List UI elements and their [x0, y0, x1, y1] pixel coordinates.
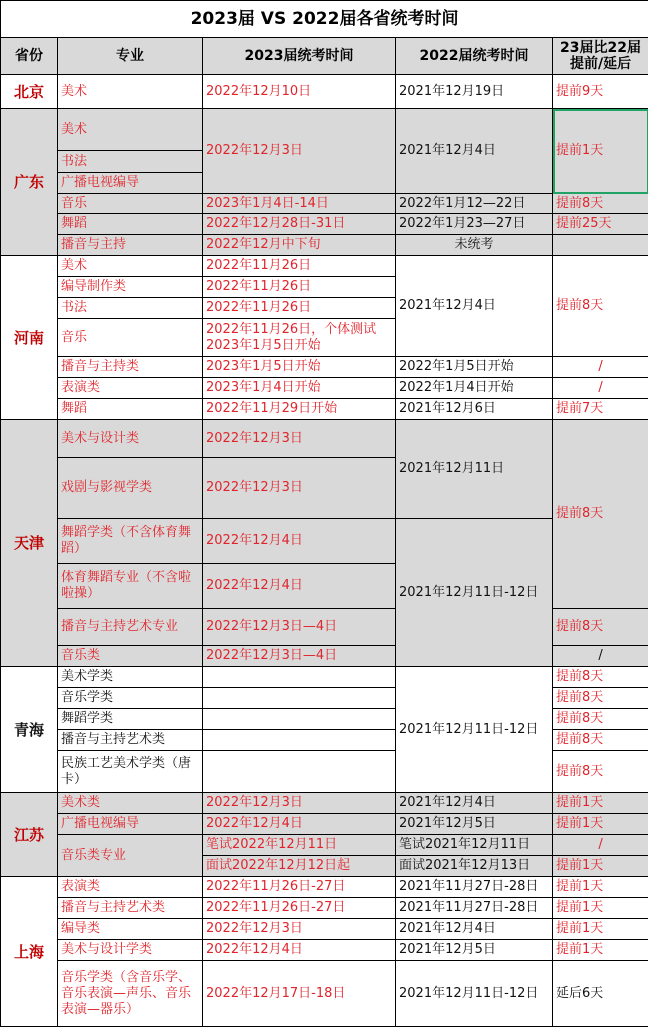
- cell-diff[interactable]: 提前1天: [553, 898, 648, 919]
- cell-diff[interactable]: 提前8天: [553, 751, 648, 793]
- cell-major[interactable]: 音乐学类（含音乐学、音乐表演—声乐、音乐表演—器乐）: [58, 961, 203, 1027]
- header-2022[interactable]: 2022届统考时间: [396, 38, 553, 75]
- cell-2022[interactable]: 2021年11月27日-28日: [396, 898, 553, 919]
- header-diff[interactable]: 23届比22届提前/延后: [553, 38, 648, 75]
- province-shanghai[interactable]: 上海: [1, 877, 58, 1027]
- cell-2022[interactable]: 面试2021年12月13日: [396, 856, 553, 877]
- cell-major[interactable]: 音乐学类: [58, 688, 203, 709]
- cell-2023[interactable]: 2022年11月26日: [203, 277, 396, 298]
- table-title: 2023届 VS 2022届各省统考时间: [1, 1, 648, 38]
- cell-diff[interactable]: /: [553, 378, 648, 399]
- province-henan[interactable]: 河南: [1, 256, 58, 420]
- cell-major[interactable]: 音乐类: [58, 646, 203, 667]
- cell-2022[interactable]: 2022年1月5日开始: [396, 357, 553, 378]
- cell-2022[interactable]: 2022年1月12—22日: [396, 194, 553, 214]
- cell-2023[interactable]: 2022年12月3日: [203, 109, 396, 194]
- cell-diff-selected[interactable]: 提前1天: [553, 109, 648, 194]
- cell-major[interactable]: 音乐: [58, 319, 203, 357]
- cell-2023[interactable]: 2022年12月3日: [203, 919, 396, 940]
- header-2023[interactable]: 2023届统考时间: [203, 38, 396, 75]
- cell-major[interactable]: 民族工艺美术学类（唐卡）: [58, 751, 203, 793]
- cell-2023[interactable]: 2022年11月26日-27日: [203, 877, 396, 898]
- cell-2023-empty[interactable]: [203, 667, 396, 688]
- cell-major[interactable]: 播音与主持: [58, 235, 203, 256]
- cell-major[interactable]: 编导制作类: [58, 277, 203, 298]
- cell-2023[interactable]: 2023年1月5日开始: [203, 357, 396, 378]
- cell-2023-empty[interactable]: [203, 709, 396, 730]
- cell-2023[interactable]: 2022年12月10日: [203, 75, 396, 109]
- cell-2023[interactable]: 2022年12月4日: [203, 940, 396, 961]
- cell-diff[interactable]: 提前8天: [553, 730, 648, 751]
- cell-diff[interactable]: 提前9天: [553, 75, 648, 109]
- cell-2023[interactable]: 2022年12月3日: [203, 793, 396, 814]
- cell-major[interactable]: 书法: [58, 298, 203, 319]
- cell-major[interactable]: 播音与主持类: [58, 357, 203, 378]
- cell-2023[interactable]: 2022年11月26日: [203, 298, 396, 319]
- cell-2023[interactable]: 2022年12月4日: [203, 564, 396, 609]
- cell-major[interactable]: 音乐类专业: [58, 835, 203, 877]
- cell-2023[interactable]: 2022年12月3日: [203, 458, 396, 519]
- header-province[interactable]: 省份: [1, 38, 58, 75]
- cell-diff[interactable]: /: [553, 835, 648, 856]
- cell-2022[interactable]: 2021年12月11日-12日: [396, 961, 553, 1027]
- cell-major[interactable]: 播音与主持艺术类: [58, 730, 203, 751]
- cell-major[interactable]: 美术与设计类: [58, 420, 203, 458]
- cell-2022[interactable]: 2022年1月23—27日: [396, 214, 553, 235]
- cell-diff[interactable]: 提前1天: [553, 940, 648, 961]
- cell-2022[interactable]: 2021年12月4日: [396, 793, 553, 814]
- cell-diff[interactable]: 提前8天: [553, 688, 648, 709]
- cell-2023[interactable]: 2023年1月4日-14日: [203, 194, 396, 214]
- cell-major[interactable]: 舞蹈学类（不含体育舞蹈）: [58, 519, 203, 564]
- cell-2022[interactable]: 2021年12月11日-12日: [396, 667, 553, 793]
- cell-2023[interactable]: 2022年11月26日: [203, 256, 396, 277]
- cell-diff[interactable]: 提前1天: [553, 877, 648, 898]
- cell-major[interactable]: 美术与设计学类: [58, 940, 203, 961]
- cell-diff[interactable]: 提前8天: [553, 194, 648, 214]
- cell-major[interactable]: 书法: [58, 151, 203, 173]
- cell-diff[interactable]: 提前8天: [553, 709, 648, 730]
- cell-2022[interactable]: 2021年12月19日: [396, 75, 553, 109]
- header-major[interactable]: 专业: [58, 38, 203, 75]
- cell-2022[interactable]: 2021年12月5日: [396, 940, 553, 961]
- cell-2023[interactable]: 2022年11月26日，个体测试2023年1月5日开始: [203, 319, 396, 357]
- cell-major[interactable]: 舞蹈: [58, 399, 203, 420]
- cell-2023[interactable]: 2022年11月26日-27日: [203, 898, 396, 919]
- cell-major[interactable]: 体育舞蹈专业（不含啦啦操）: [58, 564, 203, 609]
- cell-2022[interactable]: 2021年11月27日-28日: [396, 877, 553, 898]
- cell-2022[interactable]: 2021年12月5日: [396, 814, 553, 835]
- cell-major[interactable]: 舞蹈学类: [58, 709, 203, 730]
- cell-2023[interactable]: 2022年12月28日-31日: [203, 214, 396, 235]
- cell-major[interactable]: 美术: [58, 75, 203, 109]
- cell-2022[interactable]: 2021年12月6日: [396, 399, 553, 420]
- cell-major[interactable]: 广播电视编导: [58, 173, 203, 194]
- cell-diff[interactable]: 提前8天: [553, 256, 648, 357]
- cell-major[interactable]: 广播电视编导: [58, 814, 203, 835]
- cell-2023[interactable]: 2022年11月29日开始: [203, 399, 396, 420]
- cell-2023[interactable]: 2022年12月4日: [203, 519, 396, 564]
- cell-diff[interactable]: 提前8天: [553, 420, 648, 609]
- cell-major[interactable]: 表演类: [58, 378, 203, 399]
- cell-diff[interactable]: 提前1天: [553, 856, 648, 877]
- cell-major[interactable]: 美术类: [58, 793, 203, 814]
- cell-diff[interactable]: 提前7天: [553, 399, 648, 420]
- cell-2022[interactable]: 笔试2021年12月11日: [396, 835, 553, 856]
- cell-2022[interactable]: 2021年12月4日: [396, 109, 553, 194]
- cell-2022[interactable]: 未统考: [396, 235, 553, 256]
- province-jiangsu[interactable]: 江苏: [1, 793, 58, 877]
- cell-major[interactable]: 美术学类: [58, 667, 203, 688]
- cell-2022[interactable]: 2021年12月4日: [396, 919, 553, 940]
- province-qinghai[interactable]: 青海: [1, 667, 58, 793]
- cell-diff[interactable]: 提前8天: [553, 667, 648, 688]
- cell-major[interactable]: 播音与主持艺术类: [58, 898, 203, 919]
- cell-2023[interactable]: 2023年1月4日开始: [203, 378, 396, 399]
- cell-2023[interactable]: 2022年12月17日-18日: [203, 961, 396, 1027]
- cell-2023[interactable]: 2022年12月3日—4日: [203, 609, 396, 646]
- cell-diff[interactable]: /: [553, 646, 648, 667]
- cell-diff[interactable]: 延后6天: [553, 961, 648, 1027]
- province-beijing[interactable]: 北京: [1, 75, 58, 109]
- province-guangdong[interactable]: 广东: [1, 109, 58, 256]
- cell-2023[interactable]: 2022年12月中下旬: [203, 235, 396, 256]
- cell-2023[interactable]: 面试2022年12月12日起: [203, 856, 396, 877]
- cell-diff[interactable]: /: [553, 357, 648, 378]
- cell-diff[interactable]: 提前25天: [553, 214, 648, 235]
- cell-major[interactable]: 播音与主持艺术专业: [58, 609, 203, 646]
- cell-diff[interactable]: 提前1天: [553, 793, 648, 814]
- cell-2022[interactable]: 2022年1月4日开始: [396, 378, 553, 399]
- cell-diff-empty[interactable]: [553, 235, 648, 256]
- cell-diff[interactable]: 提前1天: [553, 814, 648, 835]
- cell-major[interactable]: 美术: [58, 109, 203, 151]
- cell-diff[interactable]: 提前1天: [553, 919, 648, 940]
- cell-major[interactable]: 舞蹈: [58, 214, 203, 235]
- cell-major[interactable]: 表演类: [58, 877, 203, 898]
- cell-2022[interactable]: 2021年12月11日: [396, 420, 553, 519]
- cell-2023[interactable]: 2022年12月3日: [203, 420, 396, 458]
- cell-2023-empty[interactable]: [203, 688, 396, 709]
- cell-diff[interactable]: 提前8天: [553, 609, 648, 646]
- cell-2023[interactable]: 笔试2022年12月11日: [203, 835, 396, 856]
- cell-major[interactable]: 音乐: [58, 194, 203, 214]
- cell-2023-empty[interactable]: [203, 730, 396, 751]
- cell-major[interactable]: 戏剧与影视学类: [58, 458, 203, 519]
- cell-2023-empty[interactable]: [203, 751, 396, 793]
- cell-2023[interactable]: 2022年12月4日: [203, 814, 396, 835]
- cell-2022[interactable]: 2021年12月4日: [396, 256, 553, 357]
- cell-major[interactable]: 编导类: [58, 919, 203, 940]
- cell-major[interactable]: 美术: [58, 256, 203, 277]
- cell-2022[interactable]: 2021年12月11日-12日: [396, 519, 553, 667]
- province-tianjin[interactable]: 天津: [1, 420, 58, 667]
- cell-2023[interactable]: 2022年12月3日—4日: [203, 646, 396, 667]
